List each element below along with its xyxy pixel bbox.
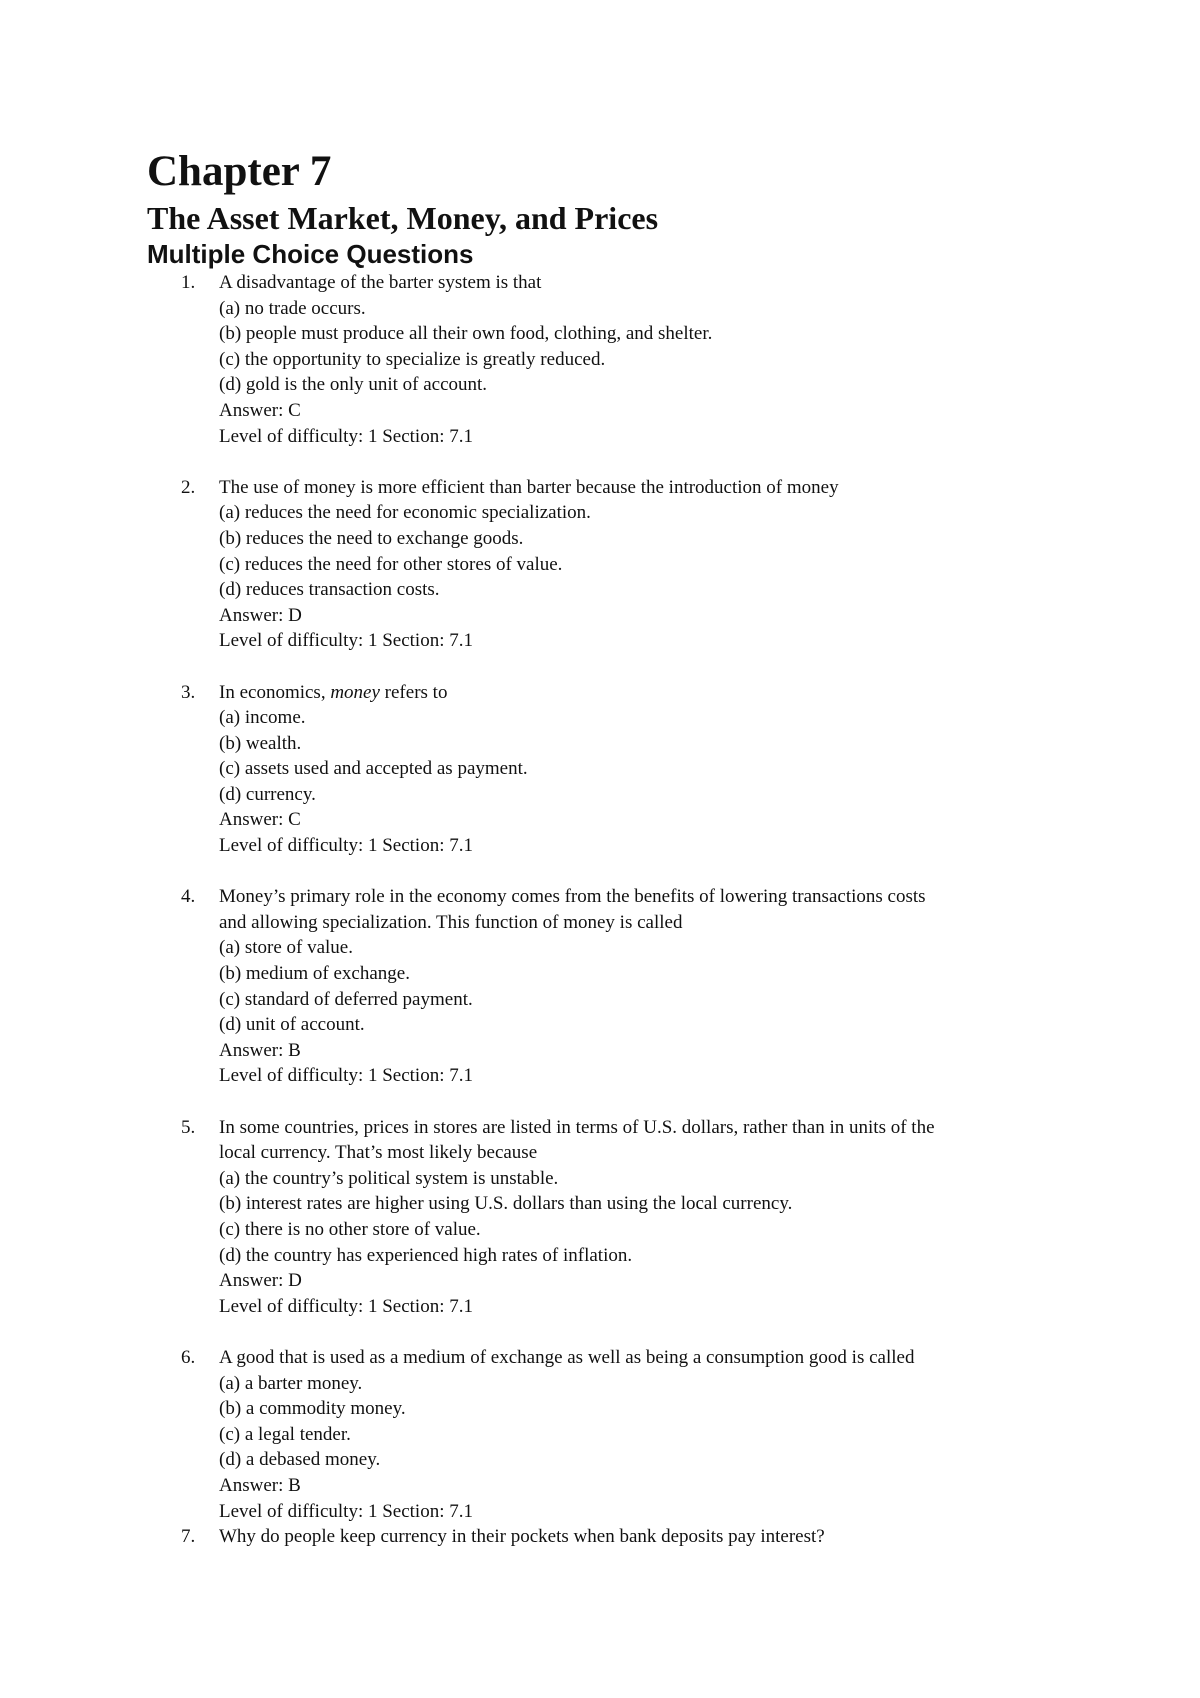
question-5 [147,1115,1087,1320]
option-c: (c) there is no other store of value. [219,1218,481,1240]
chapter-title: Chapter 7 [147,148,332,195]
question-number: 4. [181,886,196,908]
difficulty-section: Level of difficulty: 1 Section: 7.1 [219,1065,473,1087]
option-a: (a) the country’s political system is unstable. [219,1167,559,1189]
option-a: (a) reduces the need for economic specialization. [219,502,591,524]
option-d: (d) currency. [219,783,316,805]
difficulty-section: Level of difficulty: 1 Section: 7.1 [219,630,473,652]
option-b: (b) a commodity money. [219,1398,406,1420]
section-heading: Multiple Choice Questions [147,239,474,269]
answer: Answer: D [219,604,302,626]
question-stem: A good that is used as a medium of exchange as well as being a consumption good is called [219,1346,915,1368]
question-1 [147,270,1087,449]
option-c: (c) reduces the need for other stores of value. [219,553,563,575]
answer: Answer: B [219,1039,301,1061]
question-number: 2. [181,476,196,498]
option-b: (b) wealth. [219,732,302,754]
question-number: 5. [181,1116,196,1138]
answer: Answer: C [219,399,301,421]
difficulty-section: Level of difficulty: 1 Section: 7.1 [219,1500,473,1522]
answer: Answer: D [219,1270,302,1292]
stem-text: In economics, [219,681,331,703]
option-a: (a) no trade occurs. [219,297,366,319]
stem-emphasis: money [330,681,380,703]
option-d: (d) the country has experienced high rates of inflation. [219,1244,633,1266]
answer: Answer: B [219,1474,301,1496]
question-4 [147,884,1087,1089]
option-c: (c) standard of deferred payment. [219,988,473,1010]
option-b: (b) interest rates are higher using U.S. dollars than using the local currency. [219,1193,793,1215]
chapter-header [147,146,1087,270]
answer: Answer: C [219,809,301,831]
difficulty-section: Level of difficulty: 1 Section: 7.1 [219,425,473,447]
question-number: 7. [181,1526,196,1548]
question-stem-line-1: Money’s primary role in the economy comes from the benefits of lowering transactions costs [219,886,926,908]
option-c: (c) assets used and accepted as payment. [219,758,528,780]
question-stem-line-1: In some countries, prices in stores are listed in terms of U.S. dollars, rather than in units of the [219,1116,935,1138]
question-number: 1. [181,272,196,293]
option-a: (a) store of value. [219,937,353,959]
question-stem [219,680,1087,706]
question-stem-line-2: and allowing specialization. This function of money is called [219,911,683,933]
difficulty-section: Level of difficulty: 1 Section: 7.1 [219,1295,473,1317]
option-c: (c) the opportunity to specialize is greatly reduced. [219,348,606,370]
option-c: (c) a legal tender. [219,1423,351,1445]
option-a: (a) a barter money. [219,1372,363,1394]
option-a: (a) income. [219,707,306,729]
option-b: (b) reduces the need to exchange goods. [219,527,524,549]
question-stem: A disadvantage of the barter system is that [219,272,542,293]
option-d: (d) unit of account. [219,1014,365,1036]
question-stem: Why do people keep currency in their pockets when bank deposits pay interest? [219,1526,825,1548]
option-b: (b) people must produce all their own food, clothing, and shelter. [219,323,713,345]
question-6 [147,1345,1087,1524]
option-d: (d) reduces transaction costs. [219,579,440,601]
option-d: (d) a debased money. [219,1449,381,1471]
question-stem: The use of money is more efficient than barter because the introduction of money [219,476,839,498]
question-number: 3. [181,681,196,703]
question-2 [147,475,1087,654]
difficulty-section: Level of difficulty: 1 Section: 7.1 [219,835,473,857]
stem-text: refers to [379,681,448,703]
question-stem-line-2: local currency. That’s most likely because [219,1142,538,1164]
question-3 [147,680,1087,859]
question-number: 6. [181,1346,196,1368]
question-7 [147,1524,1087,1550]
question-list [147,270,1087,1550]
option-b: (b) medium of exchange. [219,963,410,985]
option-d: (d) gold is the only unit of account. [219,374,488,396]
chapter-subtitle: The Asset Market, Money, and Prices [147,200,659,236]
